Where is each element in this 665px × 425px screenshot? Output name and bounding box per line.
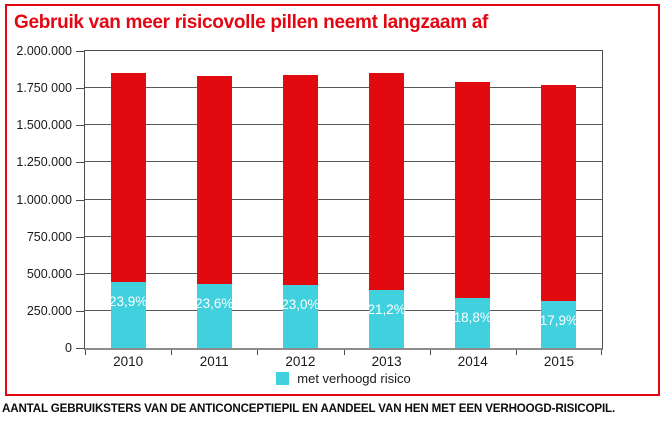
caption: AANTAL GEBRUIKSTERS VAN DE ANTICONCEPTIEPIL EN AANDEEL VAN HEN MET EEN VERHOOGD-RISICOPIL. <box>2 402 616 415</box>
bar-segment-risk <box>197 284 232 348</box>
gridline <box>85 124 602 125</box>
bar-segment-risk <box>283 285 318 348</box>
y-tick-mark <box>76 51 84 52</box>
y-tick-label: 500.000 <box>26 266 72 281</box>
bar-percent-label: 23,9% <box>108 294 148 310</box>
x-category-label: 2011 <box>199 354 229 369</box>
y-tick-mark <box>76 274 84 275</box>
y-tick-label: 2.000.000 <box>16 44 72 58</box>
y-tick-mark <box>76 311 84 312</box>
x-category-label: 2012 <box>285 354 316 369</box>
chart-title: Gebruik van meer risicovolle pillen neemt langzaam af <box>14 12 489 33</box>
gridline <box>85 310 602 311</box>
bar-segment-other <box>541 85 576 301</box>
bar-percent-label: 23,6% <box>195 295 234 311</box>
y-tick-label: 250.000 <box>26 303 72 318</box>
bar-segment-other <box>455 82 490 298</box>
gridline <box>85 161 602 162</box>
bar-segment-other <box>197 76 232 284</box>
bar-percent-label: 18,8% <box>453 309 492 325</box>
y-tick-mark <box>76 88 84 89</box>
bar-percent-label: 21,2% <box>367 301 406 317</box>
x-axis-labels <box>85 354 602 369</box>
y-tick-label: 1.750 000 <box>16 81 72 96</box>
bar-percent-label: 17,9% <box>539 312 579 328</box>
legend-label: met verhoogd risico <box>297 371 411 386</box>
x-category-label: 2013 <box>371 354 402 369</box>
y-tick-label: 0 <box>65 341 72 355</box>
bar-segment-other <box>369 73 404 290</box>
y-tick-mark <box>76 348 84 349</box>
x-category-label: 2014 <box>457 354 488 369</box>
y-tick-label: 1.500.000 <box>16 118 72 133</box>
y-tick-label: 1.000.000 <box>16 192 72 207</box>
gridline <box>85 199 602 200</box>
gridline <box>85 273 602 274</box>
legend <box>85 371 602 386</box>
y-tick-label: 1.250.000 <box>16 155 72 170</box>
y-tick-label: 750.000 <box>26 229 72 244</box>
y-tick-mark <box>76 200 84 201</box>
y-tick-mark <box>76 237 84 238</box>
bar-segment-other <box>283 75 318 285</box>
bar-segment-risk <box>369 290 404 348</box>
gridline <box>85 87 602 88</box>
bar-segment-risk <box>111 282 146 348</box>
legend-swatch <box>276 372 289 385</box>
bar-segment-other <box>111 73 146 282</box>
x-category-label: 2015 <box>543 354 574 369</box>
bar-percent-label: 23,0% <box>281 297 320 313</box>
y-axis <box>0 44 84 355</box>
plot-area <box>84 50 603 350</box>
x-category-label: 2010 <box>113 354 144 369</box>
y-tick-mark <box>76 162 84 163</box>
y-tick-mark <box>76 125 84 126</box>
gridline <box>85 236 602 237</box>
